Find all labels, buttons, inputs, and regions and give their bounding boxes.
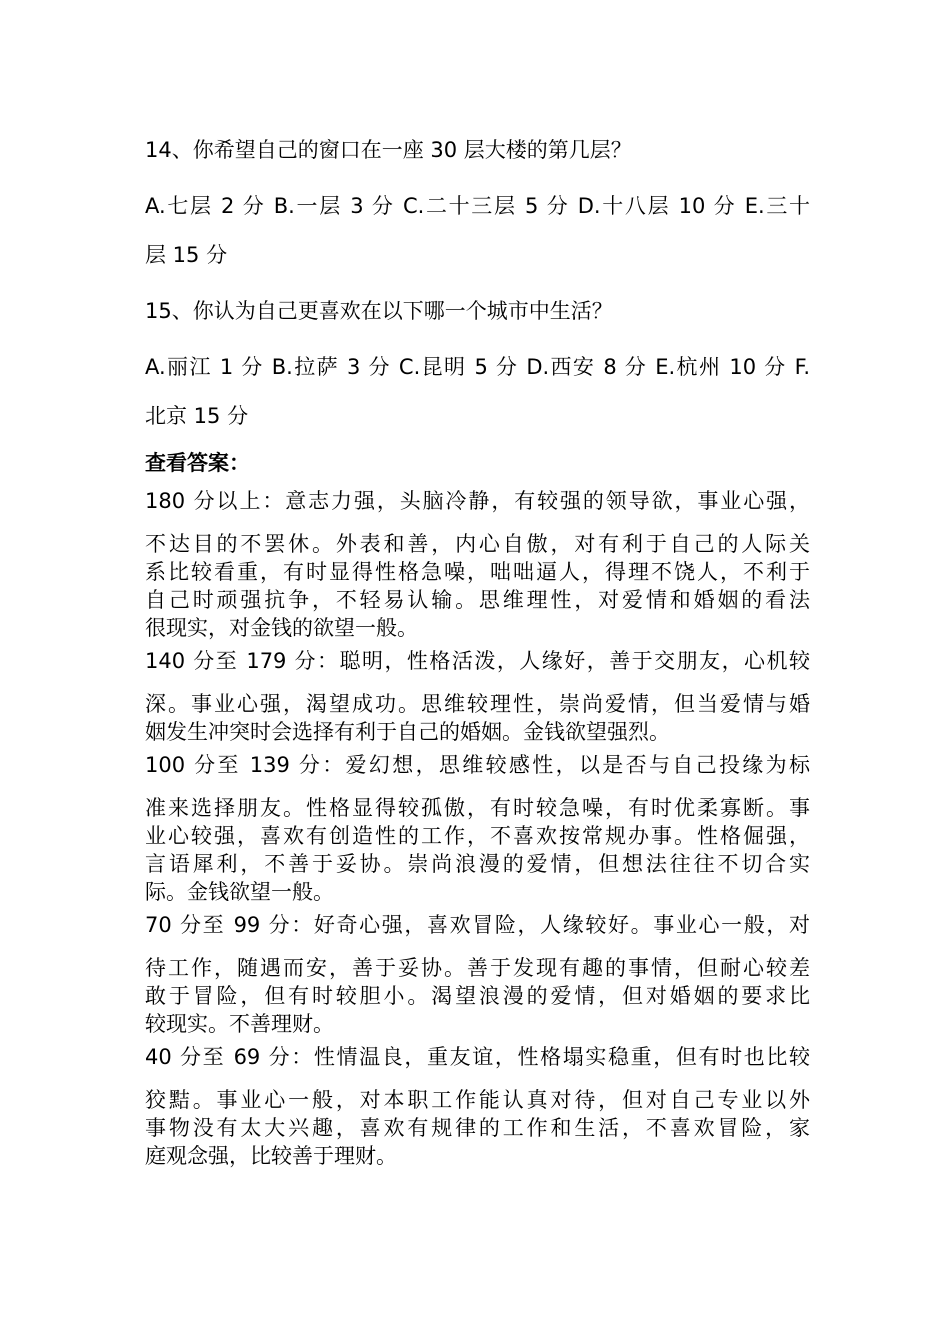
answer-140-line: 姻发生冲突时会选择有利于自己的婚姻。金钱欲望强烈。 bbox=[145, 720, 670, 744]
answer-140-line: 140 分至 179 分：聪明，性格活泼，人缘好，善于交朋友，心机较 bbox=[145, 649, 810, 673]
question-14-options: A.七层 2 分 B.一层 3 分 C.二十三层 5 分 D.十八层 10 分 E.三十 bbox=[145, 194, 810, 218]
answer-140-line: 深。事业心强，渴望成功。思维较理性，崇尚爱情，但当爱情与婚 bbox=[145, 692, 810, 716]
answer-heading: 查看答案： bbox=[145, 451, 250, 475]
answer-180-line: 很现实，对金钱的欲望一般。 bbox=[145, 616, 418, 640]
answer-70-line: 待工作，随遇而安，善于妥协。善于发现有趣的事情，但耐心较差 bbox=[145, 956, 810, 980]
answer-40-line: 40 分至 69 分：性情温良，重友谊，性格塌实稳重，但有时也比较 bbox=[145, 1045, 810, 1069]
question-15-options: A.丽江 1 分 B.拉萨 3 分 C.昆明 5 分 D.西安 8 分 E.杭州 10 分 F. bbox=[145, 355, 810, 379]
answer-70-line: 70 分至 99 分：好奇心强，喜欢冒险，人缘较好。事业心一般，对 bbox=[145, 913, 810, 937]
answer-180-line: 自己时顽强抗争，不轻易认输。思维理性，对爱情和婚姻的看法 bbox=[145, 588, 810, 612]
question-14-options-cont: 层 15 分 bbox=[145, 243, 228, 267]
answer-70-line: 较现实。不善理财。 bbox=[145, 1012, 334, 1036]
answer-100-line: 言语犀利，不善于妥协。崇尚浪漫的爱情，但想法往往不切合实 bbox=[145, 852, 810, 876]
answer-100-line: 际。金钱欲望一般。 bbox=[145, 880, 334, 904]
answer-70-line: 敢于冒险，但有时较胆小。渴望浪漫的爱情，但对婚姻的要求比 bbox=[145, 984, 810, 1008]
answer-40-line: 庭观念强，比较善于理财。 bbox=[145, 1144, 397, 1168]
question-15-options-cont: 北京 15 分 bbox=[145, 404, 249, 428]
answer-100-line: 业心较强，喜欢有创造性的工作，不喜欢按常规办事。性格倔强， bbox=[145, 824, 810, 848]
question-15-title: 15、你认为自己更喜欢在以下哪一个城市中生活？ bbox=[145, 299, 613, 323]
answer-180-line: 180 分以上：意志力强，头脑冷静，有较强的领导欲，事业心强， bbox=[145, 489, 810, 513]
answer-40-line: 事物没有太大兴趣，喜欢有规律的工作和生活，不喜欢冒险，家 bbox=[145, 1116, 810, 1140]
answer-100-line: 100 分至 139 分：爱幻想，思维较感性，以是否与自己投缘为标 bbox=[145, 753, 810, 777]
answer-40-line: 狡黠。事业心一般，对本职工作能认真对待，但对自己专业以外 bbox=[145, 1088, 810, 1112]
answer-180-line: 不达目的不罢休。外表和善，内心自傲，对有利于自己的人际关 bbox=[145, 532, 810, 556]
question-14-title: 14、你希望自己的窗口在一座 30 层大楼的第几层？ bbox=[145, 138, 632, 162]
answer-100-line: 准来选择朋友。性格显得较孤傲，有时较急噪，有时优柔寡断。事 bbox=[145, 796, 810, 820]
answer-180-line: 系比较看重，有时显得性格急噪，咄咄逼人，得理不饶人，不利于 bbox=[145, 560, 810, 584]
